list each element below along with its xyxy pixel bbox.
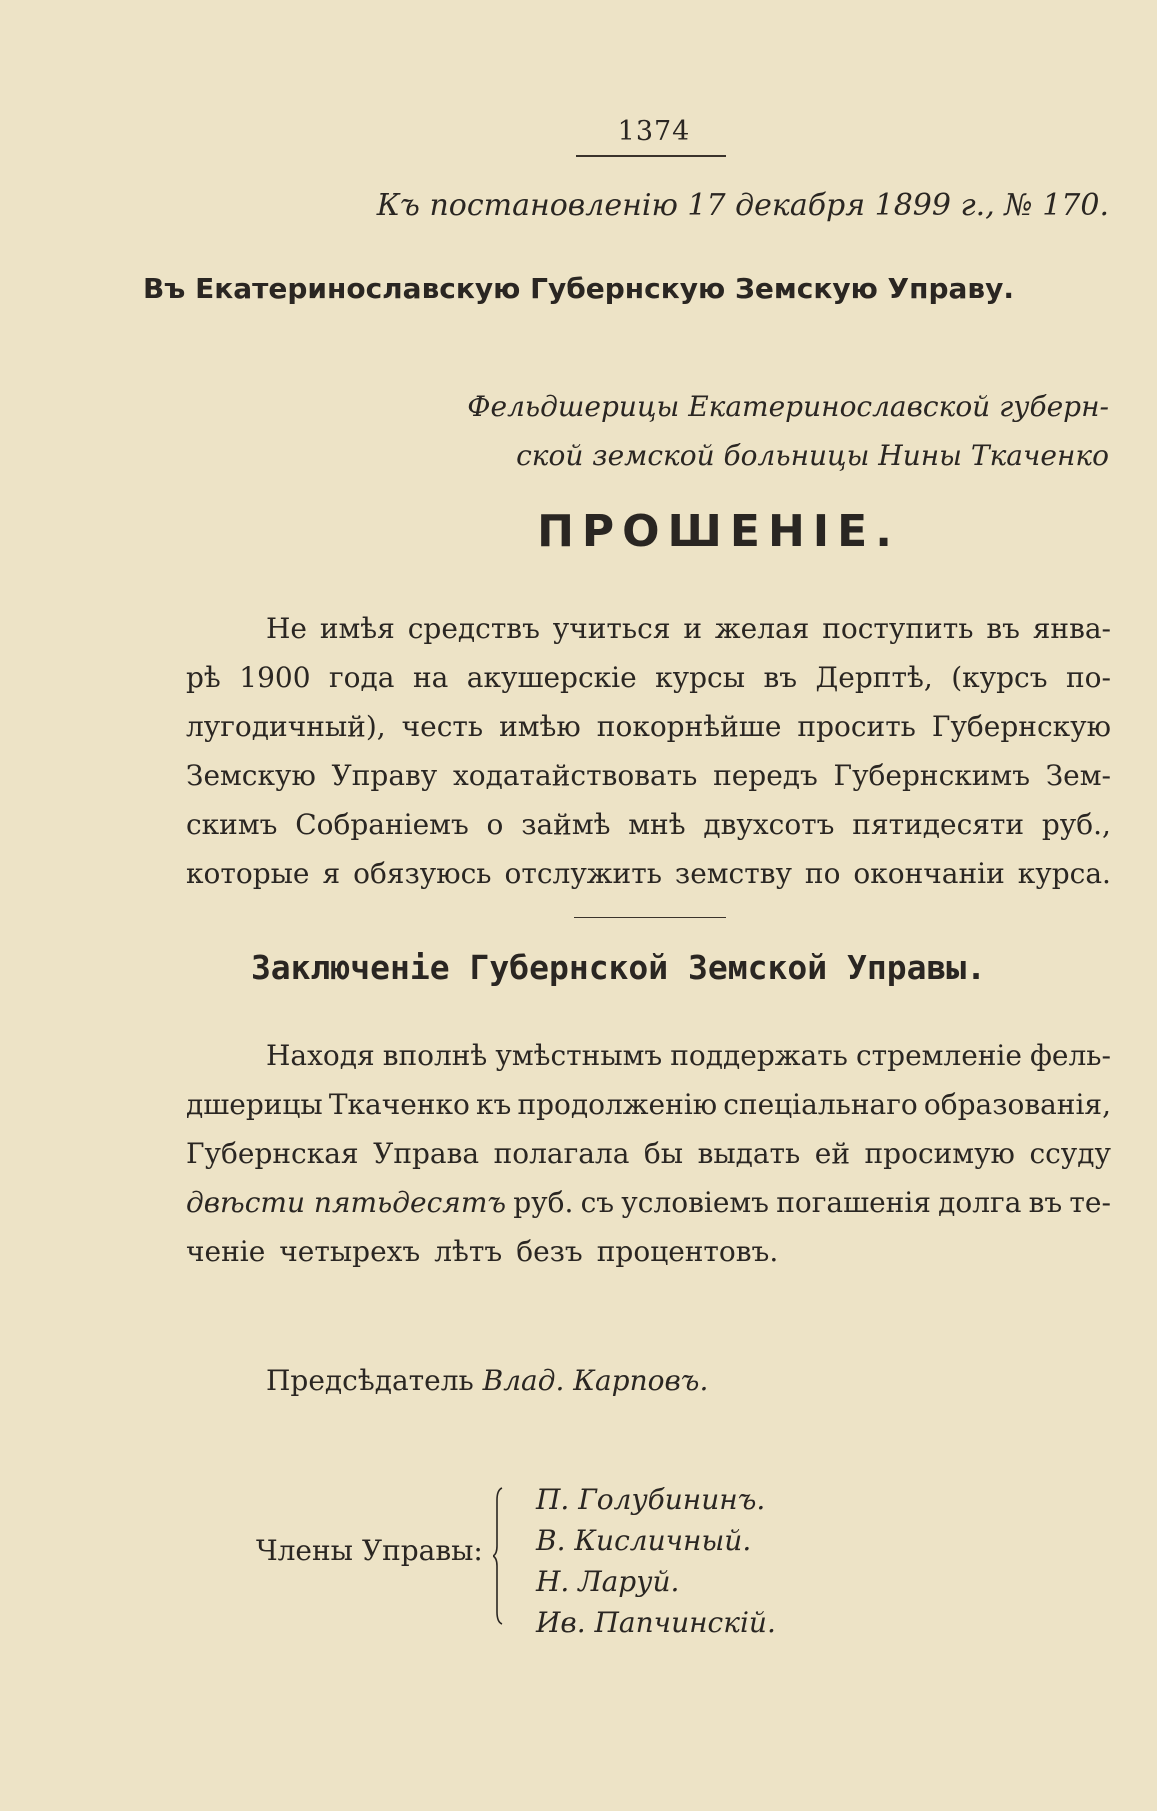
petition-text: [186, 604, 1111, 898]
text-line: [186, 1178, 1111, 1227]
petitioner-line: Фельдшерицы Екатеринославской губерн-: [467, 390, 1109, 423]
word: процентовъ.: [596, 1235, 779, 1268]
word: Собраніемъ: [295, 808, 469, 841]
member-name: В. Кисличный.: [536, 1524, 752, 1557]
document-title: ПРОШЕНІЕ.: [537, 506, 900, 557]
word: выдать: [697, 1137, 801, 1170]
page-number-rule: [576, 155, 726, 157]
word: Управу: [331, 759, 438, 792]
word: безъ: [516, 1235, 583, 1268]
word: скимъ: [186, 808, 278, 841]
section-divider: [574, 917, 726, 918]
chair-signature: [266, 1364, 708, 1397]
word: долга: [938, 1186, 1022, 1219]
word: Губернскимъ: [833, 759, 1031, 792]
word: ходатайствовать: [452, 759, 698, 792]
petitioner-line: ской земской больницы Нины Ткаченко: [516, 439, 1109, 472]
text-line: [186, 849, 1111, 898]
word: четырехъ: [279, 1235, 421, 1268]
addressee-heading: Въ Екатеринославскую Губернскую Земскую Управу.: [142, 272, 1015, 305]
word: окончаніи: [853, 857, 1005, 890]
word: руб.,: [1041, 808, 1111, 841]
word: имѣю: [499, 710, 581, 743]
word: Управа: [373, 1137, 480, 1170]
word: руб.: [513, 1186, 574, 1219]
member-name: Н. Ларуй.: [536, 1565, 680, 1598]
word: Губернская: [186, 1137, 359, 1170]
word: земству: [674, 857, 792, 890]
chair-name: Влад. Карповъ.: [482, 1364, 709, 1397]
word: пятидесяти: [852, 808, 1025, 841]
word: стремленіе: [855, 1039, 1022, 1072]
word: лѣтъ: [434, 1235, 503, 1268]
word: по: [804, 857, 841, 890]
word: умѣстнымъ: [495, 1039, 663, 1072]
conclusion-heading: Заключеніе Губернской Земской Управы.: [250, 948, 987, 987]
text-line: [186, 604, 1111, 653]
word: просимую: [864, 1137, 1015, 1170]
word: имѣя: [319, 612, 395, 645]
member-name: П. Голубининъ.: [536, 1483, 766, 1516]
word: курса.: [1017, 857, 1111, 890]
text-line: [186, 800, 1111, 849]
word: честь: [401, 710, 484, 743]
word: мнѣ: [628, 808, 686, 841]
chair-label: Предсѣдатель: [266, 1364, 474, 1397]
word: ченіе: [186, 1235, 266, 1268]
word: Не: [266, 612, 307, 645]
word: отслужить: [504, 857, 662, 890]
word: рѣ: [186, 661, 221, 694]
word: средствъ: [407, 612, 540, 645]
word: вполнѣ: [382, 1039, 488, 1072]
word: въ: [986, 612, 1020, 645]
word: просить: [797, 710, 916, 743]
word: 1900: [239, 661, 311, 694]
text-line: [186, 1080, 1111, 1129]
text-line: [186, 751, 1111, 800]
word: года: [329, 661, 395, 694]
text-line: [186, 1227, 1111, 1276]
page-number: 1374: [617, 116, 691, 147]
word: (курсъ: [951, 661, 1048, 694]
word: Зем-: [1045, 759, 1111, 792]
word: спеціальнаго: [723, 1088, 918, 1121]
word: учиться: [552, 612, 671, 645]
conclusion-text: [186, 1031, 1111, 1276]
members-label: Члены Управы:: [256, 1534, 483, 1567]
loan-amount-words: двѣсти пятьдесятъ: [186, 1186, 507, 1219]
word: курсы: [655, 661, 746, 694]
word: желая: [714, 612, 810, 645]
word: которые: [186, 857, 310, 890]
word: ссуду: [1029, 1137, 1111, 1170]
text-line: [186, 653, 1111, 702]
word: съ: [580, 1186, 615, 1219]
word: Находя: [266, 1039, 375, 1072]
word: Дерптѣ,: [815, 661, 933, 694]
brace-icon: [493, 1486, 505, 1626]
word: двухсотъ: [703, 808, 835, 841]
word: акушерскіе: [466, 661, 637, 694]
word: ей: [814, 1137, 851, 1170]
word: Ткаченко: [328, 1088, 470, 1121]
word: на: [412, 661, 449, 694]
word: дшерицы: [186, 1088, 323, 1121]
text-line: [186, 1031, 1111, 1080]
word: Земскую: [186, 759, 316, 792]
resolution-reference: Къ постановленію 17 декабря 1899 г., № 170.: [376, 188, 1109, 223]
word: обязуюсь: [353, 857, 492, 890]
text-line: [186, 1129, 1111, 1178]
word: и: [683, 612, 703, 645]
word: къ: [475, 1088, 512, 1121]
word: продолженію: [517, 1088, 718, 1121]
word: погашенія: [776, 1186, 931, 1219]
members-list: [536, 1479, 776, 1643]
word: янва-: [1032, 612, 1111, 645]
text-line: [186, 702, 1111, 751]
word: въ: [1028, 1186, 1063, 1219]
word: условіемъ: [621, 1186, 769, 1219]
word: полагала: [493, 1137, 630, 1170]
word: покорнѣйше: [596, 710, 782, 743]
word: о: [486, 808, 504, 841]
member-name: Ив. Папчинскій.: [536, 1606, 776, 1639]
word: по-: [1066, 661, 1111, 694]
word: передъ: [713, 759, 818, 792]
word: поступить: [822, 612, 974, 645]
word: въ: [763, 661, 798, 694]
petitioner-block: [467, 382, 1109, 480]
word: те-: [1069, 1186, 1111, 1219]
word: я: [322, 857, 341, 890]
word: займѣ: [521, 808, 611, 841]
word: фель-: [1030, 1039, 1111, 1072]
word: лугодичный),: [186, 710, 386, 743]
word: Губернскую: [931, 710, 1111, 743]
word: образованія,: [923, 1088, 1111, 1121]
word: бы: [643, 1137, 684, 1170]
word: поддержать: [670, 1039, 848, 1072]
